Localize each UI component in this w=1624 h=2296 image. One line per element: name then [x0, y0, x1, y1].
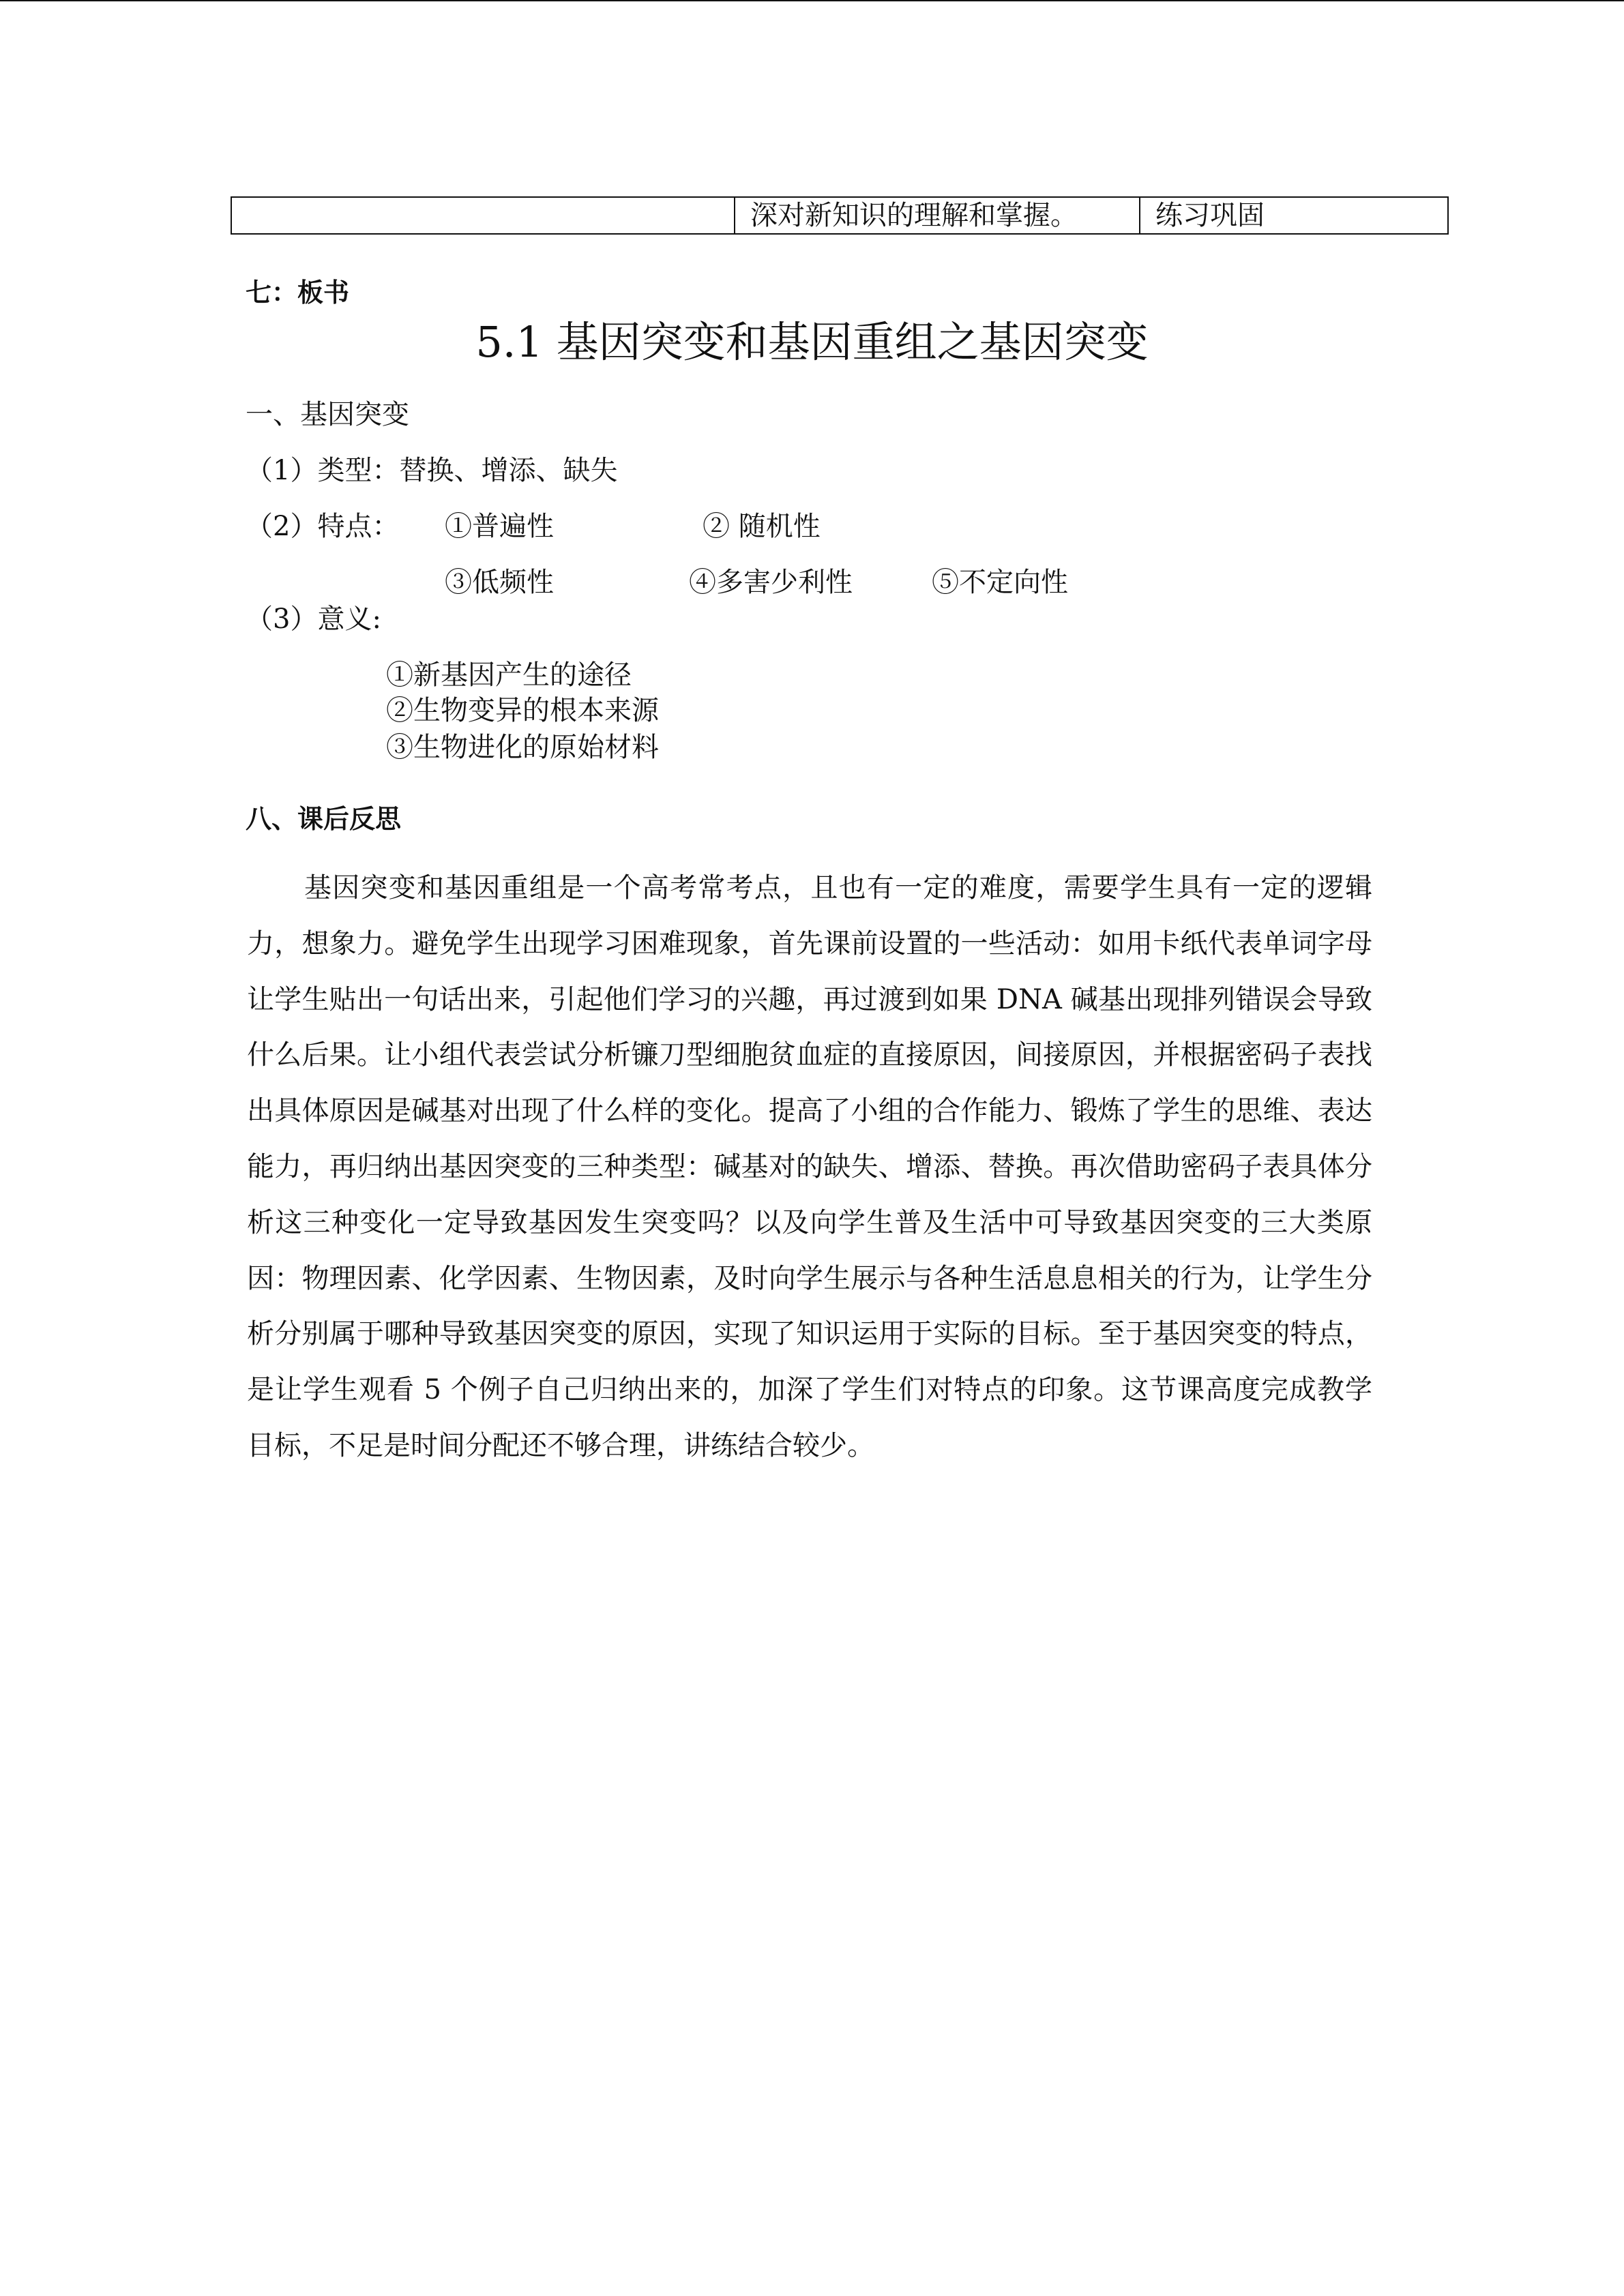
table-cell-empty	[232, 198, 735, 233]
feature-item: ①普遍性	[445, 511, 554, 542]
page-top-border	[0, 0, 1624, 1]
lesson-table-fragment	[231, 196, 1449, 235]
board-types-line: （1）类型：替换、增添、缺失	[246, 455, 618, 486]
reflection-heading: 八、课后反思	[246, 804, 402, 834]
board-significance-label: （3）意义:	[246, 603, 381, 635]
board-features-label: （2）特点：	[246, 511, 400, 542]
significance-item: ②生物变异的根本来源	[386, 695, 659, 726]
table-cell-purpose: 深对新知识的理解和掌握。	[735, 198, 1140, 233]
significance-item: ③生物进化的原始材料	[386, 732, 659, 763]
reflection-paragraph: 基因突变和基因重组是一个高考常考点，且也有一定的难度，需要学生具有一定的逻辑力，想象力。避免学生出现学习困难现象，首先课前设置的一些活动：如用卡纸代表单词字母让学生贴出一句话出来，引起他们学习的兴趣，再过渡到如果 DNA 碱基出现排列错误会导致什么后果。让小组代表尝试分析镰刀型细胞贫血症的直接原因，间接原因，并根据密码子表找出具体原因是碱基对出现了什么样的变化。提高了小组的合作能力、锻炼了学生的思维、表达能力，再归纳出基因突变的三种类型：碱基对的缺失、增添、替换。再次借助密码子表具体分析这三种变化一定导致基因发生突变吗？以及向学生普及生活中可导致基因突变的三大类原因：物理因素、化学因素、生物因素，及时向学生展示与各种生活息息相关的行为，让学生分析分别属于哪种导致基因突变的原因，实现了知识运用于实际的目标。至于基因突变的特点，是让学生观看 5 个例子自己归纳出来的，加深了学生们对特点的印象。这节课高度完成教学目标，不足是时间分配还不够合理，讲练结合较少。	[247, 872, 1372, 1461]
feature-item: ② 随机性	[703, 511, 821, 542]
significance-item: ①新基因产生的途径	[386, 659, 632, 691]
table-cell-activity: 练习巩固	[1155, 200, 1265, 231]
feature-item: ⑤不定向性	[932, 567, 1068, 598]
board-section-heading: 七：板书	[246, 278, 350, 308]
board-title: 5.1 基因突变和基因重组之基因突变	[475, 317, 1149, 367]
feature-item: ③低频性	[445, 567, 554, 598]
board-section1-heading: 一、基因突变	[246, 399, 409, 430]
feature-item: ④多害少利性	[689, 567, 853, 598]
